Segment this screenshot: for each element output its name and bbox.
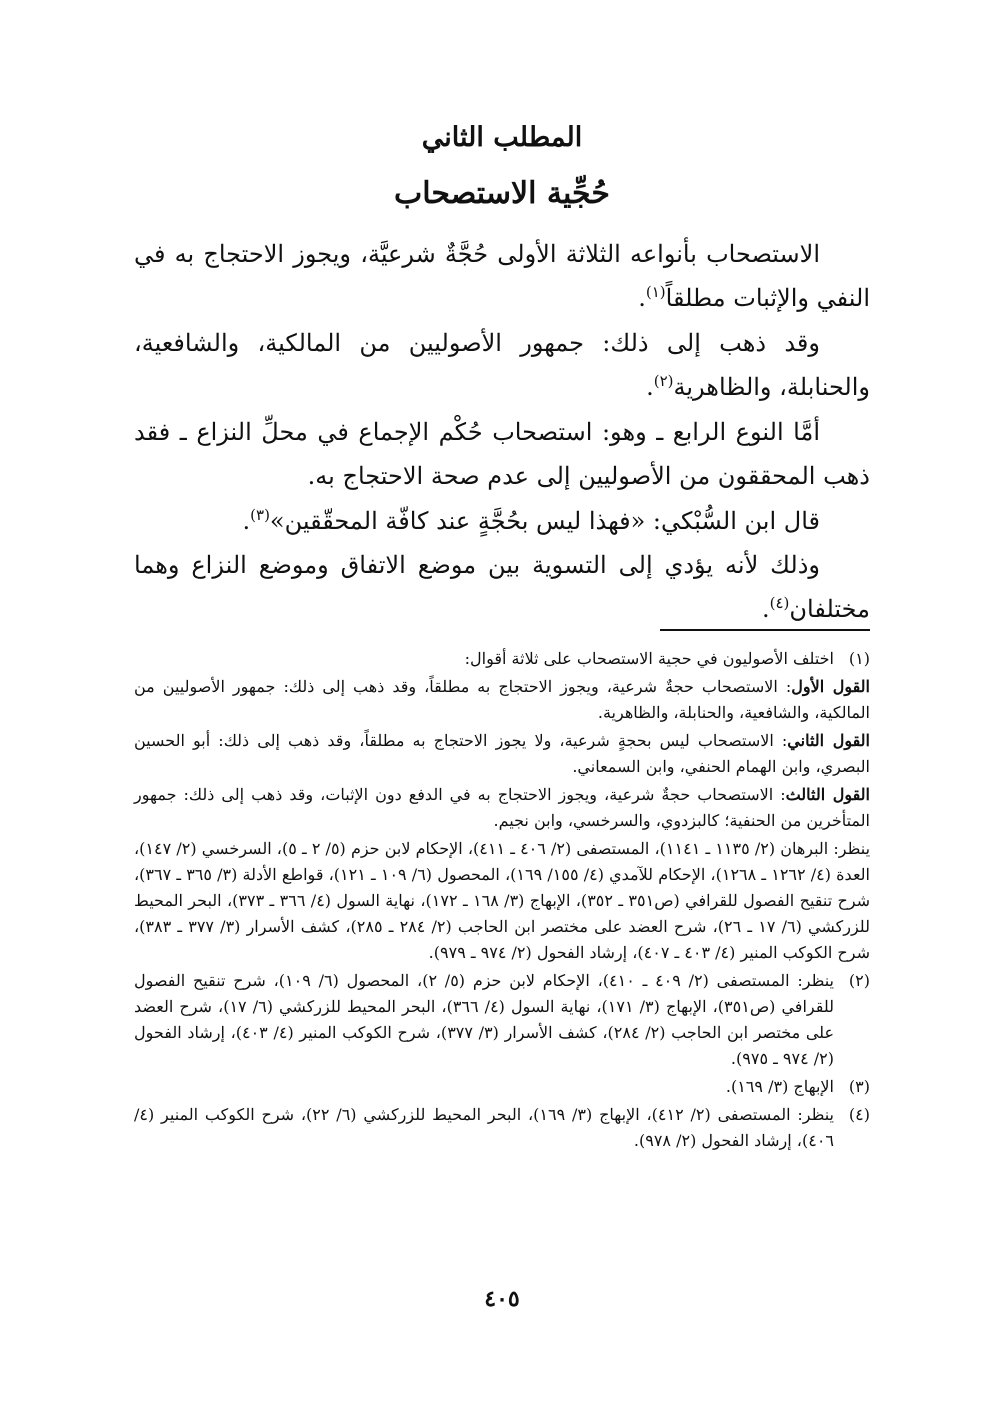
view-text: : الاستصحاب حجةٌ شرعية، ويجوز الاحتجاج به في الدفع دون الإثبات، وقد ذهب إلى ذلك: جمهور المتأخرين من الحنفية؛ كالبزدوي، والسرخسي، وابن نجيم.: [134, 785, 870, 830]
paragraph-tail: .: [761, 595, 770, 623]
footnote-number: (٣): [848, 1077, 870, 1096]
main-text: [134, 232, 870, 631]
footnote-2: [134, 968, 870, 1072]
footnote-1-view-1: [134, 674, 870, 726]
view-text: : الاستصحاب ليس بحجةٍ شرعية، ولا يجوز الاحتجاج به مطلقاً، وقد ذهب إلى ذلك: أبو الحسين البصري، وابن الهمام الحنفي، وابن السمعاني.: [134, 731, 870, 776]
view-label: القول الأول: [791, 677, 870, 696]
paragraph-3: [134, 410, 870, 498]
paragraph-1: [134, 232, 870, 320]
paragraph-text: أمَّا النوع الرابع ـ وهو: استصحاب حُكْم الإجماع في محلِّ النزاع ـ فقد ذهب المحققون من الأصوليين إلى عدم صحة الاحتجاج به.: [134, 418, 870, 490]
paragraph-2: [134, 321, 870, 409]
paragraph-4: [134, 499, 870, 543]
footnote-1: [134, 646, 870, 672]
section-label: المطلب الثاني: [421, 122, 583, 153]
section-title: حُجِّية الاستصحاب: [394, 176, 610, 211]
footnote-1-view-3: [134, 782, 870, 834]
footnote-ref: (٣): [250, 506, 270, 524]
footnote-1-sources: ينظر: البرهان (٢/ ١١٣٥ ـ ١١٤١)، المستصفى (٢/ ٤٠٦ ـ ٤١١)، الإحكام لابن حزم (٥/ ٢ ـ ٥)، السرخسي (٢/ ١٤٧)، العدة (٤/ ١٢٦٢ ـ ١٢٦٨)، الإحكام للآمدي (٤/ ١٥٥/ ١٦٩)، المحصول (٦/ ١٠٩ ـ ١٢١)، قواطع الأدلة (٣/ ٣٦٥ ـ ٣٦٧)، شرح تنقيح الفصول للقرافي (ص٣٥١ ـ ٣٥٢)، الإبهاج (٣/ ١٦٨ ـ ١٧٢)، نهاية السول (٤/ ٣٦٦ ـ ٣٧٣)، البحر المحيط للزركشي (٦/ ١٧ ـ ٢٦)، شرح العضد على مختصر ابن الحاجب (٢/ ٢٨٤ ـ ٢٨٥)، كشف الأسرار (٣/ ٣٧٧ ـ ٣٨٣)، شرح الكوكب المنير (٤/ ٤٠٣ ـ ٤٠٧)، إرشاد الفحول (٢/ ٩٧٤ ـ ٩٧٩).: [134, 839, 871, 962]
footnote-1-view-2: [134, 728, 870, 780]
footnote-body: الإبهاج (٣/ ١٦٩).: [725, 1077, 834, 1096]
footnote-separator: [660, 629, 870, 631]
page-number: ٤٠٥: [484, 1286, 520, 1312]
footnote-body: ينظر: المستصفى (٢/ ٤١٢)، الإبهاج (٣/ ١٦٩)، البحر المحيط للزركشي (٦/ ٢٢)، شرح الكوكب المنير (٤/ ٤٠٦)، إرشاد الفحول (٢/ ٩٧٨).: [134, 1105, 835, 1150]
paragraph-5: [134, 543, 870, 631]
paragraph-tail: .: [638, 284, 646, 312]
footnote-number: (٢): [848, 971, 870, 990]
view-label: القول الثاني: [787, 731, 871, 750]
view-label: القول الثالث: [785, 785, 870, 804]
paragraph-text: وقد ذهب إلى ذلك: جمهور الأصوليين من المالكية، والشافعية، والحنابلة، والظاهرية: [134, 329, 870, 401]
paragraph-text: الاستصحاب بأنواعه الثلاثة الأولى حُجَّةٌ شرعيَّة، ويجوز الاحتجاج به في النفي والإثبات مطلقاً: [134, 240, 870, 312]
view-text: : الاستصحاب حجةٌ شرعية، ويجوز الاحتجاج به مطلقاً، وقد ذهب إلى ذلك: جمهور الأصوليين من المالكية، والشافعية، والحنابلة، والظاهرية.: [134, 677, 870, 722]
footnote-body: ينظر: المستصفى (٢/ ٤٠٩ ـ ٤١٠)، الإحكام لابن حزم (٥/ ٢)، المحصول (٦/ ١٠٩)، شرح تنقيح الفصول للقرافي (ص٣٥١)، الإبهاج (٣/ ١٧١)، نهاية السول (٤/ ٣٦٦)، البحر المحيط للزركشي (٦/ ١٧)، شرح العضد على مختصر ابن الحاجب (٢/ ٢٨٤)، كشف الأسرار (٣/ ٣٧٧)، شرح الكوكب المنير (٤/ ٤٠٣)، إرشاد الفحول (٢/ ٩٧٤ ـ ٩٧٥).: [134, 971, 835, 1068]
footnote-3: [134, 1074, 870, 1100]
footnote-ref: (٢): [653, 372, 674, 390]
footnote-ref: (٤): [769, 594, 790, 612]
paragraph-tail: .: [646, 373, 654, 401]
footnote-number: (١): [848, 649, 870, 668]
paragraph-text: قال ابن السُّبْكي: «فهذا ليس بحُجَّةٍ عند كافّة المحقّقين»: [269, 507, 820, 535]
footnote-number: (٤): [848, 1105, 870, 1124]
paragraph-tail: .: [242, 507, 251, 535]
paragraph-text: وذلك لأنه يؤدي إلى التسوية بين موضع الاتفاق وموضع النزاع وهما مختلفان: [134, 551, 870, 623]
footnote-body: اختلف الأصوليون في حجية الاستصحاب على ثلاثة أقوال:: [464, 649, 834, 668]
footnotes: [134, 646, 870, 1156]
footnote-ref: (١): [645, 283, 666, 301]
footnote-4: [134, 1102, 870, 1154]
